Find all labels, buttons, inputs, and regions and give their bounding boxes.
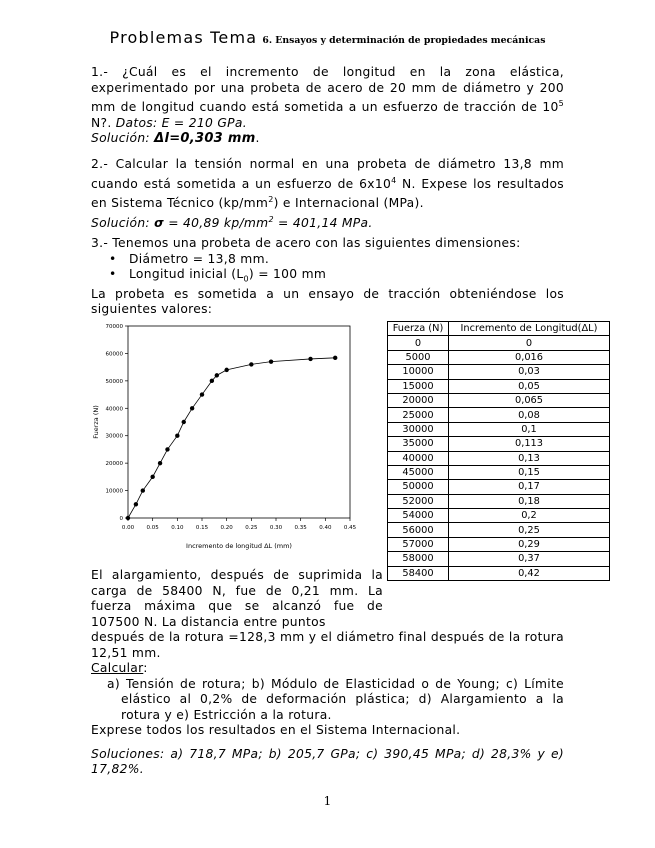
x-tick-label: 0.20 [220, 525, 233, 531]
table-row [388, 494, 610, 508]
data-point [200, 392, 204, 396]
problem-1-sol-label: Solución: [91, 131, 155, 146]
problem-1-sol-value: Δl=0,303 mm [154, 131, 256, 147]
problem-2-sup: 4 [391, 175, 397, 185]
bullet-length-sub: 0 [243, 274, 249, 284]
problem-3-solutions: Soluciones: a) 718,7 MPa; b) 205,7 GPa; c) 390,45 MPa; d) 28,3% y e) 17,82%. [91, 746, 564, 776]
y-tick-label: 50000 [105, 378, 123, 385]
problem-3-para-a [91, 568, 383, 630]
x-tick-label: 0.35 [294, 525, 307, 531]
page-number: 1 [323, 794, 332, 808]
problem-3-after: La probeta es sometida a un ensayo de tracción obteniéndose los siguientes valores: [91, 286, 564, 317]
y-tick-label: 60000 [105, 351, 123, 358]
data-point [190, 406, 194, 410]
data-table [387, 321, 610, 581]
calcular-label: Calcular [91, 661, 144, 675]
problem-1-text: 1.- ¿Cuál es el incremento de longitud en la zona elástica, experimentado por una probeta de acero de 20 mm de diámetro y 200 mm de longitud cuando está sometida a un esfuerzo de tracción de 10 [91, 65, 564, 115]
cell-incr: 0,13 [449, 451, 610, 465]
problem-2 [91, 157, 564, 231]
table-row [388, 393, 610, 407]
data-point [333, 356, 337, 360]
problem-1-datos: Datos: E = 210 GPa. [115, 115, 247, 130]
x-tick-label: 0.15 [195, 525, 209, 531]
cell-force: 57000 [388, 537, 449, 551]
problem-3-para-a-text: El alargamiento, después de suprimida la carga de 58400 N, fue de 0,21 mm. La fuerza máxima que se alcanzó fue de 107500 N. La distancia entre puntos [91, 568, 383, 629]
cell-force: 58000 [388, 552, 449, 566]
problem-2-sol-sup: 2 [268, 214, 274, 224]
problem-2-sol-sigma: σ [154, 215, 164, 230]
y-tick-label: 30000 [105, 433, 123, 440]
problem-3-tasks: a) Tensión de rotura; b) Módulo de Elasticidad o de Young; c) Límite elástico al 0,2% de deformación plástica; d) Alargamiento a la rotura y e) Estricción a la rotura. [107, 676, 564, 722]
cell-incr: 0,15 [449, 465, 610, 479]
header-force: Fuerza (N) [388, 322, 449, 336]
cell-incr: 0 [449, 336, 610, 350]
y-tick-label: 0 [119, 516, 123, 522]
problem-3-body [91, 630, 564, 778]
data-point [134, 502, 138, 506]
table-row [388, 480, 610, 494]
cell-incr: 0,016 [449, 350, 610, 364]
table-row [388, 465, 610, 479]
problem-2-text-b: N. Expese los resultados en Sistema Técnico (kp/mm [91, 176, 564, 211]
data-point [175, 434, 179, 438]
x-tick-label: 0.10 [171, 525, 184, 531]
x-tick-label: 0.45 [343, 525, 357, 531]
table-row [388, 451, 610, 465]
data-point [269, 359, 273, 363]
cell-force: 0 [388, 336, 449, 350]
table-header-row [388, 322, 610, 336]
problem-3-para-b: después de la rotura =128,3 mm y el diámetro final después de la rotura 12,51 mm. [91, 630, 564, 660]
table-row [388, 552, 610, 566]
cell-force: 30000 [388, 422, 449, 436]
cell-incr: 0,2 [449, 509, 610, 523]
table-row [388, 365, 610, 379]
cell-force: 58400 [388, 566, 449, 580]
problem-2-sol-label: Solución: [91, 215, 155, 230]
table-row [388, 350, 610, 364]
page-title [0, 28, 655, 47]
cell-incr: 0,42 [449, 566, 610, 580]
data-point [126, 516, 130, 520]
problem-3-intro [91, 236, 564, 318]
problem-2-text: 2.- Calcular la tensión normal en una probeta de diámetro 13,8 mm cuando está sometida a un esfuerzo de 6x10 [91, 157, 564, 191]
cell-force: 54000 [388, 509, 449, 523]
data-point [158, 461, 162, 465]
header-incr: Incremento de Longitud(ΔL) [449, 322, 610, 336]
table-row [388, 566, 610, 580]
series-line [128, 358, 335, 518]
cell-force: 25000 [388, 408, 449, 422]
cell-force: 10000 [388, 365, 449, 379]
bullet-diameter: • Diámetro = 13,8 mm. [91, 252, 564, 268]
table-row [388, 537, 610, 551]
cell-incr: 0,05 [449, 379, 610, 393]
cell-incr: 0,18 [449, 494, 610, 508]
problem-2-sup2: 2 [268, 195, 274, 205]
title-sub: 6. Ensayos y determinación de propiedades mecánicas [262, 35, 546, 46]
cell-incr: 0,29 [449, 537, 610, 551]
table-row [388, 523, 610, 537]
cell-force: 56000 [388, 523, 449, 537]
y-axis-label: Fuerza (N) [92, 405, 100, 439]
cell-force: 5000 [388, 350, 449, 364]
bullet-length-a: Longitud inicial (L [129, 267, 244, 281]
cell-incr: 0,113 [449, 437, 610, 451]
problem-1-text-b: N?. [91, 115, 116, 130]
data-point [249, 362, 253, 366]
data-point [224, 368, 228, 372]
cell-incr: 0,08 [449, 408, 610, 422]
bullet-length [91, 267, 564, 287]
cell-incr: 0,03 [449, 365, 610, 379]
y-tick-label: 40000 [105, 406, 123, 413]
problem-1-sol-end: . [255, 131, 260, 146]
y-tick-label: 20000 [105, 461, 123, 468]
cell-incr: 0,25 [449, 523, 610, 537]
problem-3-intro-text: 3.- Tenemos una probeta de acero con las siguientes dimensiones: [91, 236, 521, 250]
calcular-colon: : [143, 661, 148, 675]
x-tick-label: 0.00 [121, 525, 135, 531]
problem-1 [91, 65, 564, 147]
table-row [388, 422, 610, 436]
table-row [388, 509, 610, 523]
bullet-length-b: ) = 100 mm [248, 267, 327, 281]
x-tick-label: 0.30 [269, 525, 283, 531]
cell-incr: 0,1 [449, 422, 610, 436]
problem-2-text-c: ) e Internacional (MPa). [273, 196, 424, 211]
x-tick-label: 0.05 [146, 525, 159, 531]
force-elongation-chart [88, 318, 378, 558]
problem-2-sol-rest: = 401,14 MPa. [273, 215, 373, 230]
data-point [165, 447, 169, 451]
cell-incr: 0,065 [449, 393, 610, 407]
problem-3-express: Exprese todos los resultados en el Sistema Internacional. [91, 723, 461, 737]
data-point [182, 420, 186, 424]
data-point [141, 488, 145, 492]
problem-1-sup: 5 [558, 99, 564, 108]
plot-area [128, 326, 350, 518]
data-point [215, 373, 219, 377]
y-tick-label: 10000 [105, 488, 123, 495]
x-axis-label: Incremento de longitud ΔL (mm) [186, 542, 292, 550]
y-tick-label: 70000 [105, 324, 123, 330]
data-point [210, 379, 214, 383]
table-row [388, 379, 610, 393]
x-tick-label: 0.40 [319, 525, 332, 531]
table-row [388, 336, 610, 350]
data-point [308, 357, 312, 361]
table-row [388, 437, 610, 451]
table-row [388, 408, 610, 422]
cell-incr: 0,17 [449, 480, 610, 494]
cell-force: 35000 [388, 437, 449, 451]
problem-2-sol-value: = 40,89 kp/mm [163, 215, 269, 230]
cell-incr: 0,37 [449, 552, 610, 566]
title-main: Problemas Tema [109, 28, 258, 47]
data-point [150, 475, 154, 479]
cell-force: 20000 [388, 393, 449, 407]
x-tick-label: 0.25 [245, 525, 258, 531]
cell-force: 50000 [388, 480, 449, 494]
cell-force: 15000 [388, 379, 449, 393]
cell-force: 40000 [388, 451, 449, 465]
cell-force: 45000 [388, 465, 449, 479]
cell-force: 52000 [388, 494, 449, 508]
